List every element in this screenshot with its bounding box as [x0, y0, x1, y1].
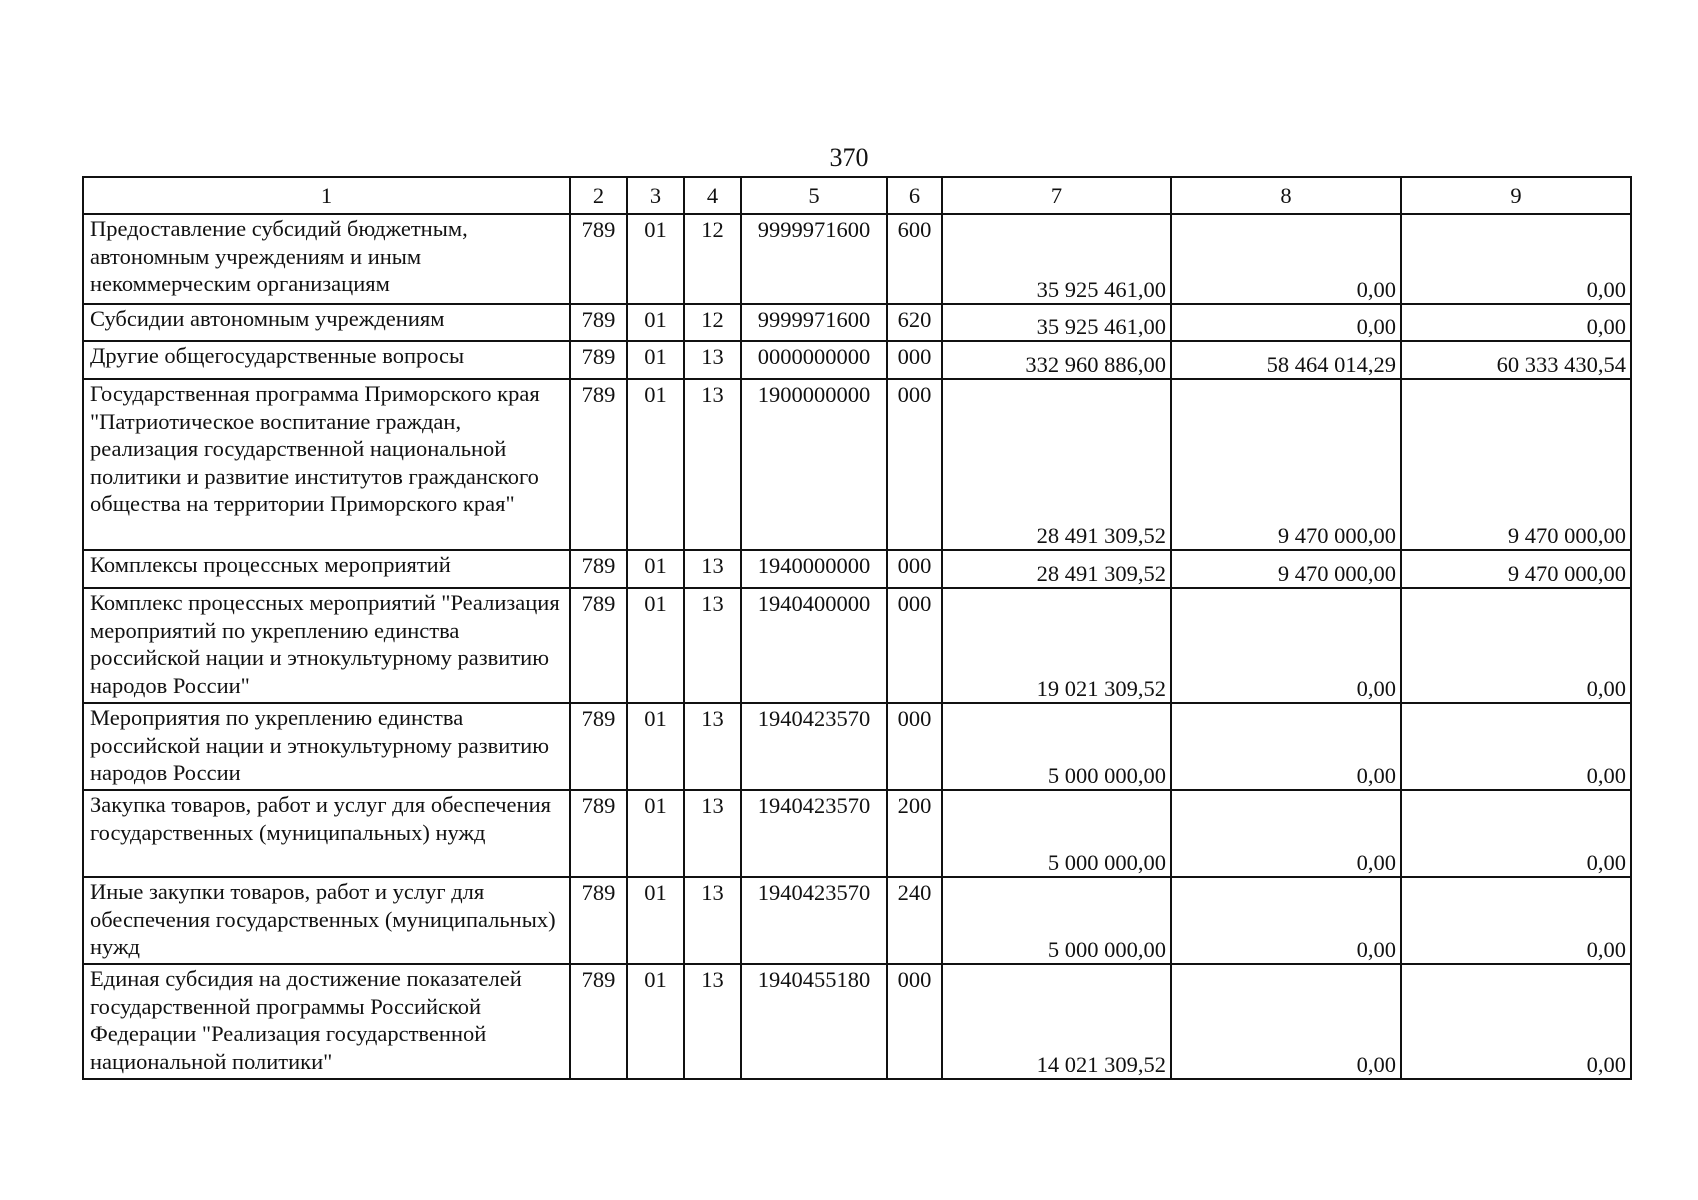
row-code-3: 01 — [627, 214, 684, 304]
row-name: Предоставление субсидий бюджетным, автономным учреждениям и иным некоммерческим организациям — [83, 214, 570, 304]
row-code-5: 1900000000 — [741, 379, 887, 550]
row-amount-8: 58 464 014,29 — [1171, 341, 1401, 379]
row-amount-9: 0,00 — [1401, 588, 1631, 703]
row-code-3: 01 — [627, 304, 684, 341]
row-amount-9: 9 470 000,00 — [1401, 379, 1631, 550]
row-code-2: 789 — [570, 214, 627, 304]
row-amount-8: 0,00 — [1171, 304, 1401, 341]
row-amount-9: 9 470 000,00 — [1401, 550, 1631, 588]
row-code-6: 000 — [887, 703, 942, 790]
row-amount-9: 0,00 — [1401, 877, 1631, 964]
row-code-5: 9999971600 — [741, 304, 887, 341]
row-amount-9: 60 333 430,54 — [1401, 341, 1631, 379]
row-amount-8: 0,00 — [1171, 588, 1401, 703]
row-code-5: 1940455180 — [741, 964, 887, 1079]
row-amount-9: 0,00 — [1401, 214, 1631, 304]
row-name: Мероприятия по укреплению единства российской нации и этнокультурному развитию народов России — [83, 703, 570, 790]
row-code-6: 200 — [887, 790, 942, 877]
row-code-3: 01 — [627, 550, 684, 588]
table-row — [83, 964, 1631, 1079]
row-code-4: 13 — [684, 703, 741, 790]
row-code-4: 13 — [684, 790, 741, 877]
row-code-2: 789 — [570, 877, 627, 964]
table-row — [83, 304, 1631, 341]
row-name: Иные закупки товаров, работ и услуг для обеспечения государственных (муниципальных) нужд — [83, 877, 570, 964]
row-amount-7: 28 491 309,52 — [942, 550, 1171, 588]
row-code-2: 789 — [570, 964, 627, 1079]
header-cell: 7 — [942, 177, 1171, 214]
row-amount-7: 35 925 461,00 — [942, 214, 1171, 304]
row-code-5: 1940423570 — [741, 703, 887, 790]
header-cell: 6 — [887, 177, 942, 214]
row-amount-7: 5 000 000,00 — [942, 877, 1171, 964]
row-code-2: 789 — [570, 550, 627, 588]
row-name: Другие общегосударственные вопросы — [83, 341, 570, 379]
row-code-3: 01 — [627, 790, 684, 877]
row-code-2: 789 — [570, 703, 627, 790]
row-name: Государственная программа Приморского края "Патриотическое воспитание граждан, реализация государственной национальной политики и развитие институтов гражданского общества на территории Приморского края" — [83, 379, 570, 550]
row-code-2: 789 — [570, 588, 627, 703]
row-amount-7: 35 925 461,00 — [942, 304, 1171, 341]
table-row — [83, 877, 1631, 964]
table-row — [83, 703, 1631, 790]
row-name: Закупка товаров, работ и услуг для обеспечения государственных (муниципальных) нужд — [83, 790, 570, 877]
row-amount-7: 28 491 309,52 — [942, 379, 1171, 550]
table-row — [83, 550, 1631, 588]
row-code-3: 01 — [627, 703, 684, 790]
row-name: Субсидии автономным учреждениям — [83, 304, 570, 341]
row-code-2: 789 — [570, 379, 627, 550]
row-code-3: 01 — [627, 877, 684, 964]
row-code-4: 12 — [684, 214, 741, 304]
row-amount-8: 0,00 — [1171, 877, 1401, 964]
budget-table — [82, 176, 1632, 1080]
row-amount-9: 0,00 — [1401, 304, 1631, 341]
row-code-3: 01 — [627, 379, 684, 550]
row-amount-9: 0,00 — [1401, 964, 1631, 1079]
row-amount-9: 0,00 — [1401, 790, 1631, 877]
row-code-5: 1940000000 — [741, 550, 887, 588]
row-code-4: 13 — [684, 379, 741, 550]
row-code-6: 620 — [887, 304, 942, 341]
row-code-3: 01 — [627, 341, 684, 379]
row-name: Комплексы процессных мероприятий — [83, 550, 570, 588]
row-code-6: 000 — [887, 550, 942, 588]
row-code-2: 789 — [570, 790, 627, 877]
row-code-4: 13 — [684, 341, 741, 379]
row-code-2: 789 — [570, 341, 627, 379]
table-row — [83, 379, 1631, 550]
row-code-4: 13 — [684, 550, 741, 588]
header-cell: 4 — [684, 177, 741, 214]
header-cell: 9 — [1401, 177, 1631, 214]
row-code-5: 0000000000 — [741, 341, 887, 379]
header-row — [83, 177, 1631, 214]
row-code-6: 000 — [887, 379, 942, 550]
header-cell: 5 — [741, 177, 887, 214]
row-amount-8: 0,00 — [1171, 964, 1401, 1079]
row-amount-7: 5 000 000,00 — [942, 790, 1171, 877]
row-amount-7: 332 960 886,00 — [942, 341, 1171, 379]
header-cell: 3 — [627, 177, 684, 214]
row-code-6: 240 — [887, 877, 942, 964]
row-name: Единая субсидия на достижение показателей государственной программы Российской Федерации "Реализация государственной национальной политики" — [83, 964, 570, 1079]
row-code-4: 13 — [684, 964, 741, 1079]
row-name: Комплекс процессных мероприятий "Реализация мероприятий по укреплению единства российской нации и этнокультурному развитию народов России" — [83, 588, 570, 703]
row-code-5: 9999971600 — [741, 214, 887, 304]
row-amount-9: 0,00 — [1401, 703, 1631, 790]
row-amount-8: 0,00 — [1171, 214, 1401, 304]
row-code-6: 000 — [887, 964, 942, 1079]
row-amount-8: 0,00 — [1171, 703, 1401, 790]
row-code-5: 1940423570 — [741, 790, 887, 877]
row-amount-8: 9 470 000,00 — [1171, 550, 1401, 588]
row-code-5: 1940400000 — [741, 588, 887, 703]
row-code-6: 600 — [887, 214, 942, 304]
row-code-3: 01 — [627, 588, 684, 703]
row-amount-7: 19 021 309,52 — [942, 588, 1171, 703]
row-code-4: 13 — [684, 877, 741, 964]
header-cell: 1 — [83, 177, 570, 214]
row-code-4: 12 — [684, 304, 741, 341]
page-number: 370 — [829, 143, 869, 172]
row-amount-8: 0,00 — [1171, 790, 1401, 877]
header-cell: 8 — [1171, 177, 1401, 214]
row-code-6: 000 — [887, 588, 942, 703]
row-amount-8: 9 470 000,00 — [1171, 379, 1401, 550]
row-amount-7: 5 000 000,00 — [942, 703, 1171, 790]
table-row — [83, 588, 1631, 703]
table-row — [83, 341, 1631, 379]
table-row — [83, 790, 1631, 877]
row-code-4: 13 — [684, 588, 741, 703]
row-code-2: 789 — [570, 304, 627, 341]
row-code-5: 1940423570 — [741, 877, 887, 964]
row-amount-7: 14 021 309,52 — [942, 964, 1171, 1079]
row-code-3: 01 — [627, 964, 684, 1079]
table-row — [83, 214, 1631, 304]
row-code-6: 000 — [887, 341, 942, 379]
header-cell: 2 — [570, 177, 627, 214]
